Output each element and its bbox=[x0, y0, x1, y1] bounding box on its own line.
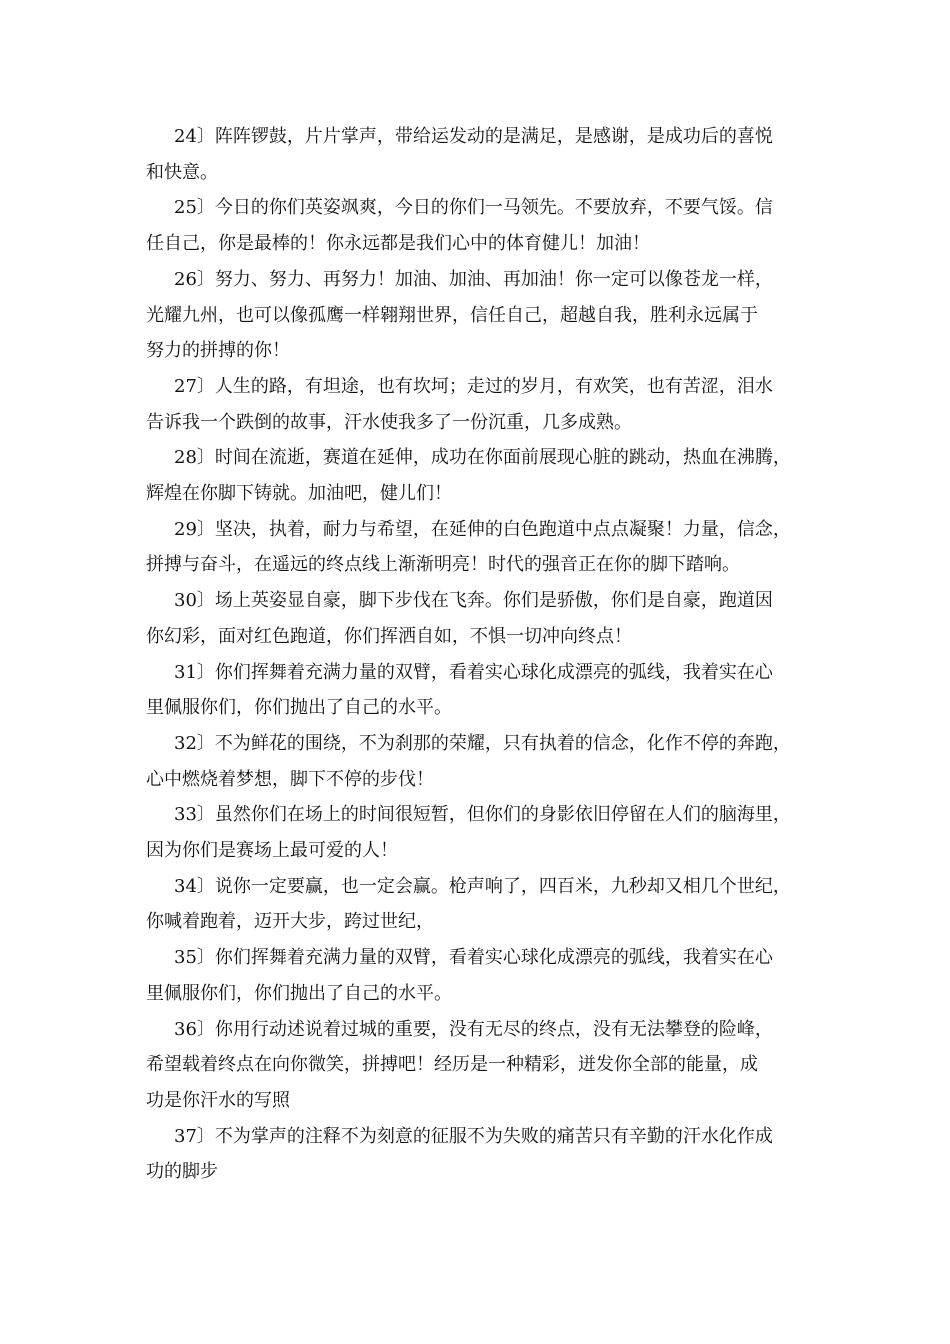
text-line: 功的脚步 bbox=[146, 1161, 218, 1183]
paragraph-36 bbox=[146, 1012, 816, 1119]
text-line: 34〕说你一定要赢，也一定会赢。枪声响了，四百米，九秒却又相几个世纪， bbox=[174, 875, 791, 897]
text-line: 因为你们是赛场上最可爱的人！ bbox=[146, 840, 398, 862]
text-line: 努力的拼搏的你！ bbox=[146, 340, 290, 362]
paragraph-31 bbox=[146, 655, 816, 726]
text-line: 希望载着终点在向你微笑，拼搏吧！经历是一种精彩，迸发你全部的能量，成 bbox=[146, 1054, 758, 1076]
text-line: 辉煌在你脚下铸就。加油吧，健儿们！ bbox=[146, 483, 452, 505]
text-line: 31〕你们挥舞着充满力量的双臂，看着实心球化成漂亮的弧线，我着实在心 bbox=[174, 661, 773, 683]
paragraph-26 bbox=[146, 262, 816, 369]
text-line: 光耀九州，也可以像孤鹰一样翱翔世界，信任自己，超越自我，胜利永远属于 bbox=[146, 304, 758, 326]
paragraph-25 bbox=[146, 190, 816, 261]
paragraph-28 bbox=[146, 440, 816, 511]
text-line: 拼搏与奋斗，在遥远的终点线上渐渐明亮！时代的强音正在你的脚下踏响。 bbox=[146, 554, 740, 576]
text-line: 你喊着跑着，迈开大步，跨过世纪， bbox=[146, 911, 434, 933]
text-line: 里佩服你们，你们抛出了自己的水平。 bbox=[146, 982, 452, 1004]
text-line: 28〕时间在流逝，赛道在延伸，成功在你面前展现心脏的跳动，热血在沸腾， bbox=[174, 447, 791, 469]
text-line: 里佩服你们，你们抛出了自己的水平。 bbox=[146, 697, 452, 719]
text-line: 29〕坚决，执着，耐力与希望，在延伸的白色跑道中点点凝聚！力量，信念， bbox=[174, 518, 791, 540]
text-line: 你幻彩，面对红色跑道，你们挥洒自如，不惧一切冲向终点！ bbox=[146, 625, 632, 647]
text-line: 26〕努力、努力、再努力！加油、加油、再加油！你一定可以像苍龙一样， bbox=[174, 268, 773, 290]
text-line: 27〕人生的路，有坦途，也有坎坷；走过的岁月，有欢笑，也有苦涩，泪水 bbox=[174, 375, 773, 397]
paragraph-33 bbox=[146, 797, 816, 868]
text-line: 35〕你们挥舞着充满力量的双臂，看着实心球化成漂亮的弧线，我着实在心 bbox=[174, 947, 773, 969]
text-line: 25〕今日的你们英姿飒爽，今日的你们一马领先。不要放弃，不要气馁。信 bbox=[174, 197, 773, 219]
paragraph-37 bbox=[146, 1119, 816, 1190]
paragraph-24 bbox=[146, 119, 816, 190]
paragraph-35 bbox=[146, 940, 816, 1011]
paragraph-30 bbox=[146, 583, 816, 654]
paragraph-32 bbox=[146, 726, 816, 797]
paragraph-34 bbox=[146, 869, 816, 940]
paragraph-29 bbox=[146, 512, 816, 583]
text-line: 和快意。 bbox=[146, 161, 218, 183]
paragraph-27 bbox=[146, 369, 816, 440]
text-line: 32〕不为鲜花的围绕，不为刹那的荣耀，只有执着的信念，化作不停的奔跑， bbox=[174, 732, 791, 754]
text-line: 33〕虽然你们在场上的时间很短暂，但你们的身影依旧停留在人们的脑海里， bbox=[174, 804, 791, 826]
document-body bbox=[146, 119, 816, 1190]
text-line: 心中燃烧着梦想，脚下不停的步伐！ bbox=[146, 768, 434, 790]
text-line: 36〕你用行动述说着过城的重要，没有无尽的终点，没有无法攀登的险峰， bbox=[174, 1018, 773, 1040]
text-line: 功是你汗水的写照 bbox=[146, 1089, 290, 1111]
text-line: 30〕场上英姿显自豪，脚下步伐在飞奔。你们是骄傲，你们是自豪，跑道因 bbox=[174, 590, 773, 612]
text-line: 24〕阵阵锣鼓，片片掌声，带给运发动的是满足，是感谢，是成功后的喜悦 bbox=[174, 126, 773, 147]
text-line: 任自己，你是最棒的！你永远都是我们心中的体育健儿！加油！ bbox=[146, 233, 650, 255]
text-line: 告诉我一个跌倒的故事，汗水使我多了一份沉重，几多成熟。 bbox=[146, 411, 632, 433]
text-line: 37〕不为掌声的注释不为刻意的征服不为失败的痛苦只有辛勤的汗水化作成 bbox=[174, 1125, 773, 1147]
